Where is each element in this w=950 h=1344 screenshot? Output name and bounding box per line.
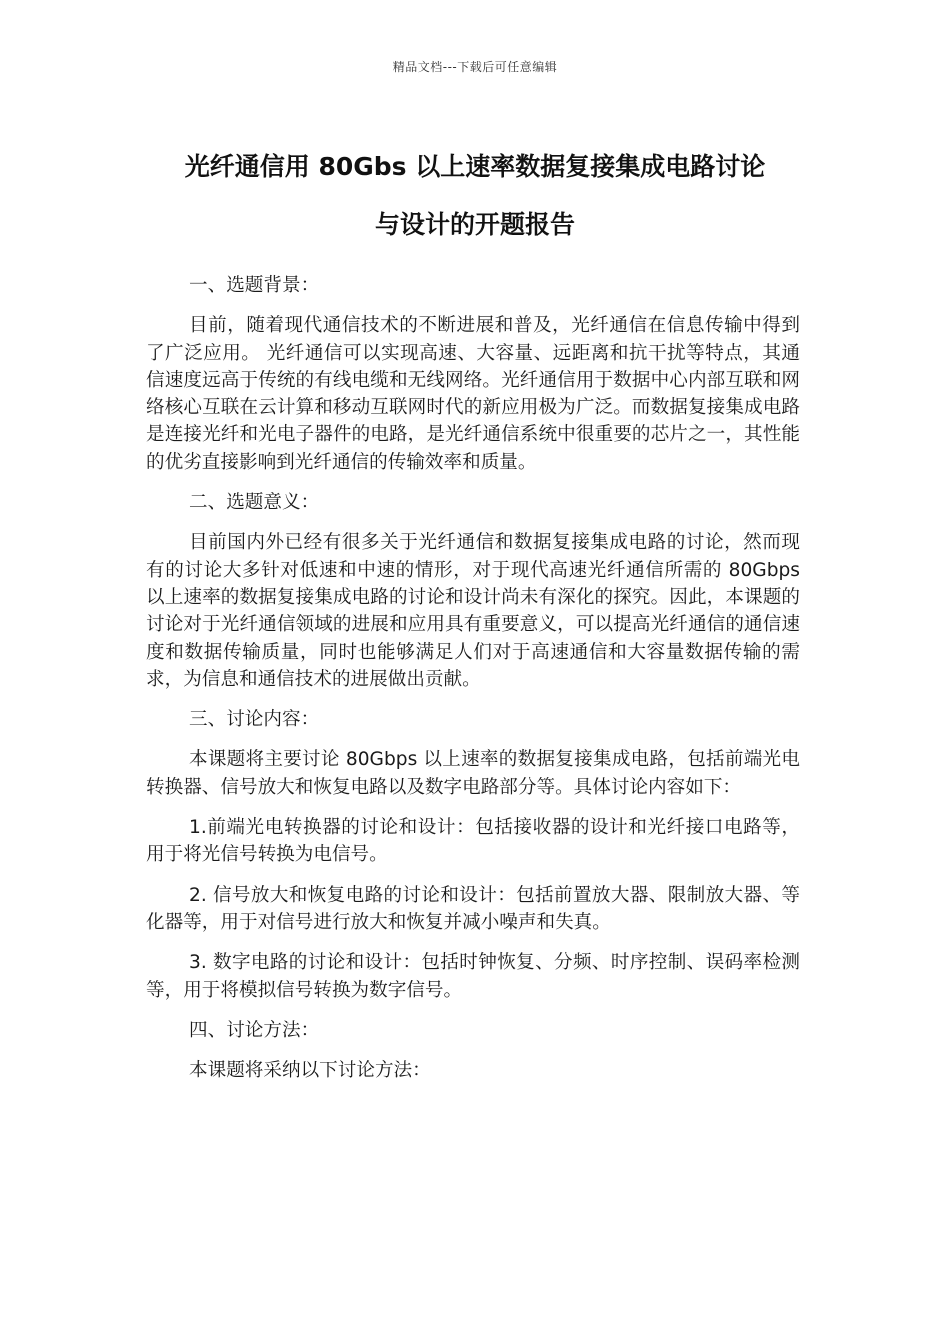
section-significance	[146, 489, 800, 693]
section-heading: 四、讨论方法：	[189, 1019, 320, 1041]
section-method	[146, 1017, 800, 1085]
section-heading: 二、选题意义：	[189, 492, 320, 514]
title-line-1: 光纤通信用 80Gbs 以上速率数据复接集成电路讨论	[184, 152, 766, 181]
section-heading: 三、讨论内容：	[189, 709, 320, 731]
title-line-2: 与设计的开题报告	[374, 210, 575, 239]
paragraph: 本课题将主要讨论 80Gbps 以上速率的数据复接集成电路，包括前端光电转换器、信号放大和恢复电路以及数字电路部分等。具体讨论内容如下：	[146, 749, 800, 798]
paragraph: 目前，随着现代通信技术的不断进展和普及，光纤通信在信息传输中得到了广泛应用。 光纤通信可以实现高速、大容量、远距离和抗干扰等特点，其通信速度远高于传统的有线电缆和无线网络。光纤通信用于数据中心内部互联和网络核心互联在云计算和移动互联网时代的新应用极为广泛。而数据复接集成电路是连接光纤和光电子器件的电路，是光纤通信系统中很重要的芯片之一，其性能的优劣直接影响到光纤通信的传输效率和质量。	[146, 315, 800, 473]
section-content	[146, 706, 800, 1004]
paragraph: 目前国内外已经有很多关于光纤通信和数据复接集成电路的讨论，然而现有的讨论大多针对低速和中速的情形，对于现代高速光纤通信所需的 80Gbps 以上速率的数据复接集成电路的讨论和设计尚未有深化的探究。因此，本课题的讨论对于光纤通信领域的进展和应用具有重要意义，可以提高光纤通信的通信速度和数据传输质量，同时也能够满足人们对于高速通信和大容量数据传输的需求，为信息和通信技术的进展做出贡献。	[146, 532, 800, 690]
document-body	[146, 272, 800, 1097]
list-item: 3. 数字电路的讨论和设计：包括时钟恢复、分频、时序控制、误码率检测等，用于将模拟信号转换为数字信号。	[146, 952, 800, 1001]
section-heading: 一、选题背景：	[189, 275, 320, 296]
list-item: 2. 信号放大和恢复电路的讨论和设计：包括前置放大器、限制放大器、等化器等，用于对信号进行放大和恢复并减小噪声和失真。	[146, 884, 800, 933]
document-title	[130, 138, 820, 254]
section-background	[146, 272, 800, 476]
paragraph: 本课题将采纳以下讨论方法：	[189, 1060, 431, 1082]
header-note: 精品文档---下载后可任意编辑	[392, 60, 558, 74]
list-item: 1.前端光电转换器的讨论和设计：包括接收器的设计和光纤接口电路等，用于将光信号转换为电信号。	[146, 817, 800, 866]
